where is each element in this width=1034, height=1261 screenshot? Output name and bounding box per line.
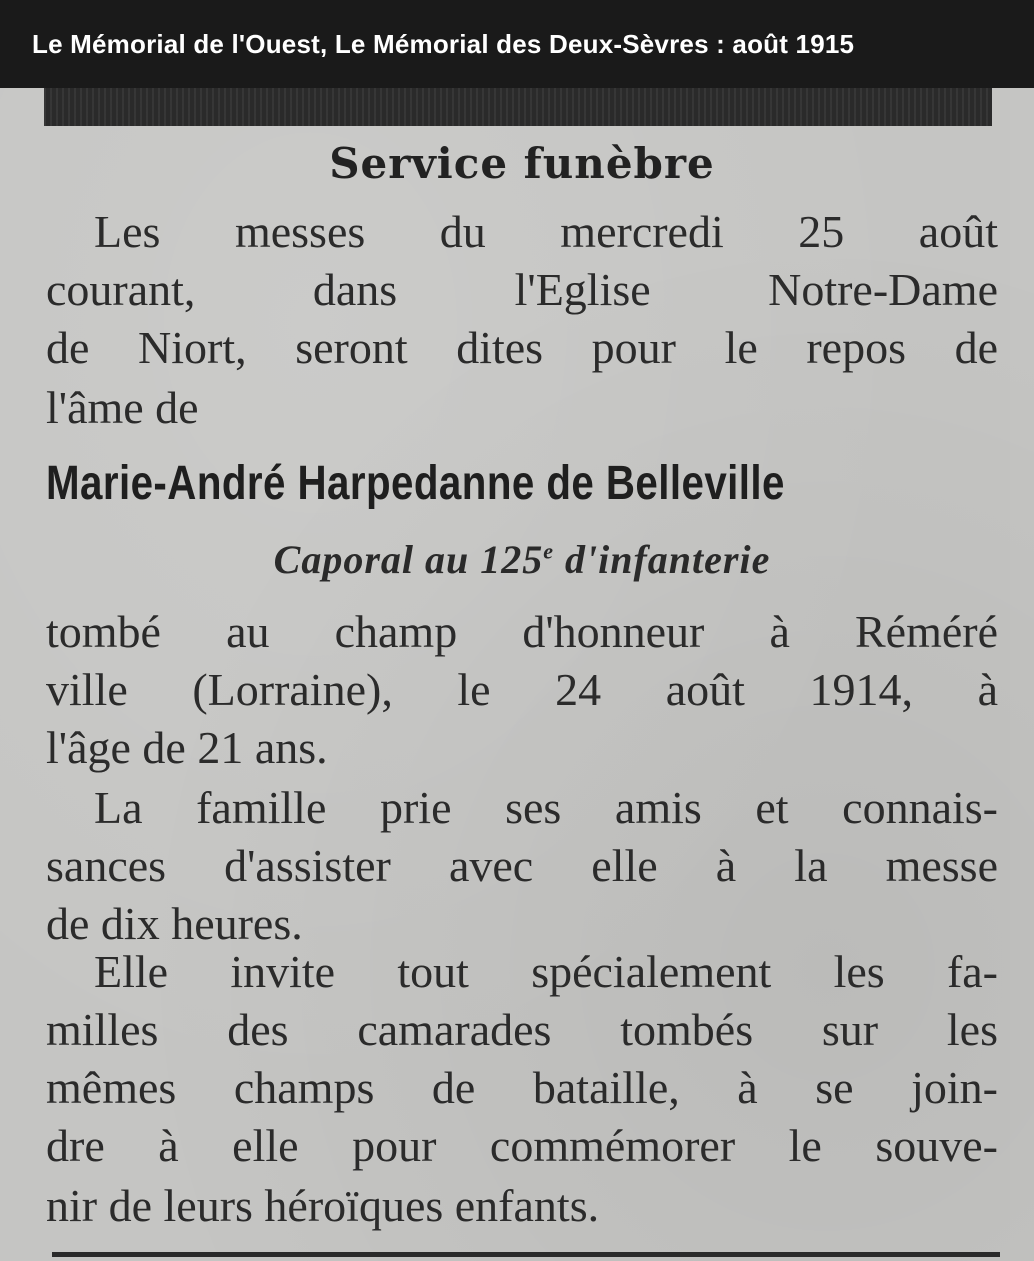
header-bar [0,0,1034,88]
paragraph-line: Elle invite tout spécialement les fa- [94,946,998,997]
paragraph-line: tombé au champ d'honneur à Réméré [46,606,998,657]
paragraph-line: ville (Lorraine), le 24 août 1914, à [46,664,998,715]
paragraph-line: l'âge de 21 ans. [46,722,328,773]
paragraph-line: l'âme de [46,382,199,433]
deceased-name: Marie-André Harpedanne de Belleville [46,457,785,510]
bottom-rule [52,1252,1000,1257]
paragraph-line: Les messes du mercredi 25 août [94,206,998,257]
paragraph-line: mêmes champs de bataille, à se join- [46,1062,998,1113]
page-title: Le Mémorial de l'Ouest, Le Mémorial des Deux-Sèvres : août 1915 [32,28,855,59]
newspaper-clipping [0,88,1034,1261]
paragraph-line: sances d'assister avec elle à la messe [46,840,998,891]
paragraph-line: courant, dans l'Eglise Notre-Dame [46,264,998,315]
top-rule-texture [44,88,992,126]
rank-ordinal: e [543,538,555,564]
article-heading: Service funèbre [329,139,715,188]
military-rank [46,530,998,590]
paragraph-line: La famille prie ses amis et connais- [94,782,998,833]
paragraph-line: de dix heures. [46,898,303,949]
paragraph-line: dre à elle pour commémorer le souve- [46,1120,998,1171]
paragraph-line: de Niort, seront dites pour le repos de [46,322,998,373]
paragraph-line: nir de leurs héroïques enfants. [46,1180,600,1231]
rank-unit: d'infanterie [554,537,771,582]
paragraph-line: milles des camarades tombés sur les [46,1004,998,1055]
rank-text: Caporal au 125 [273,537,544,582]
